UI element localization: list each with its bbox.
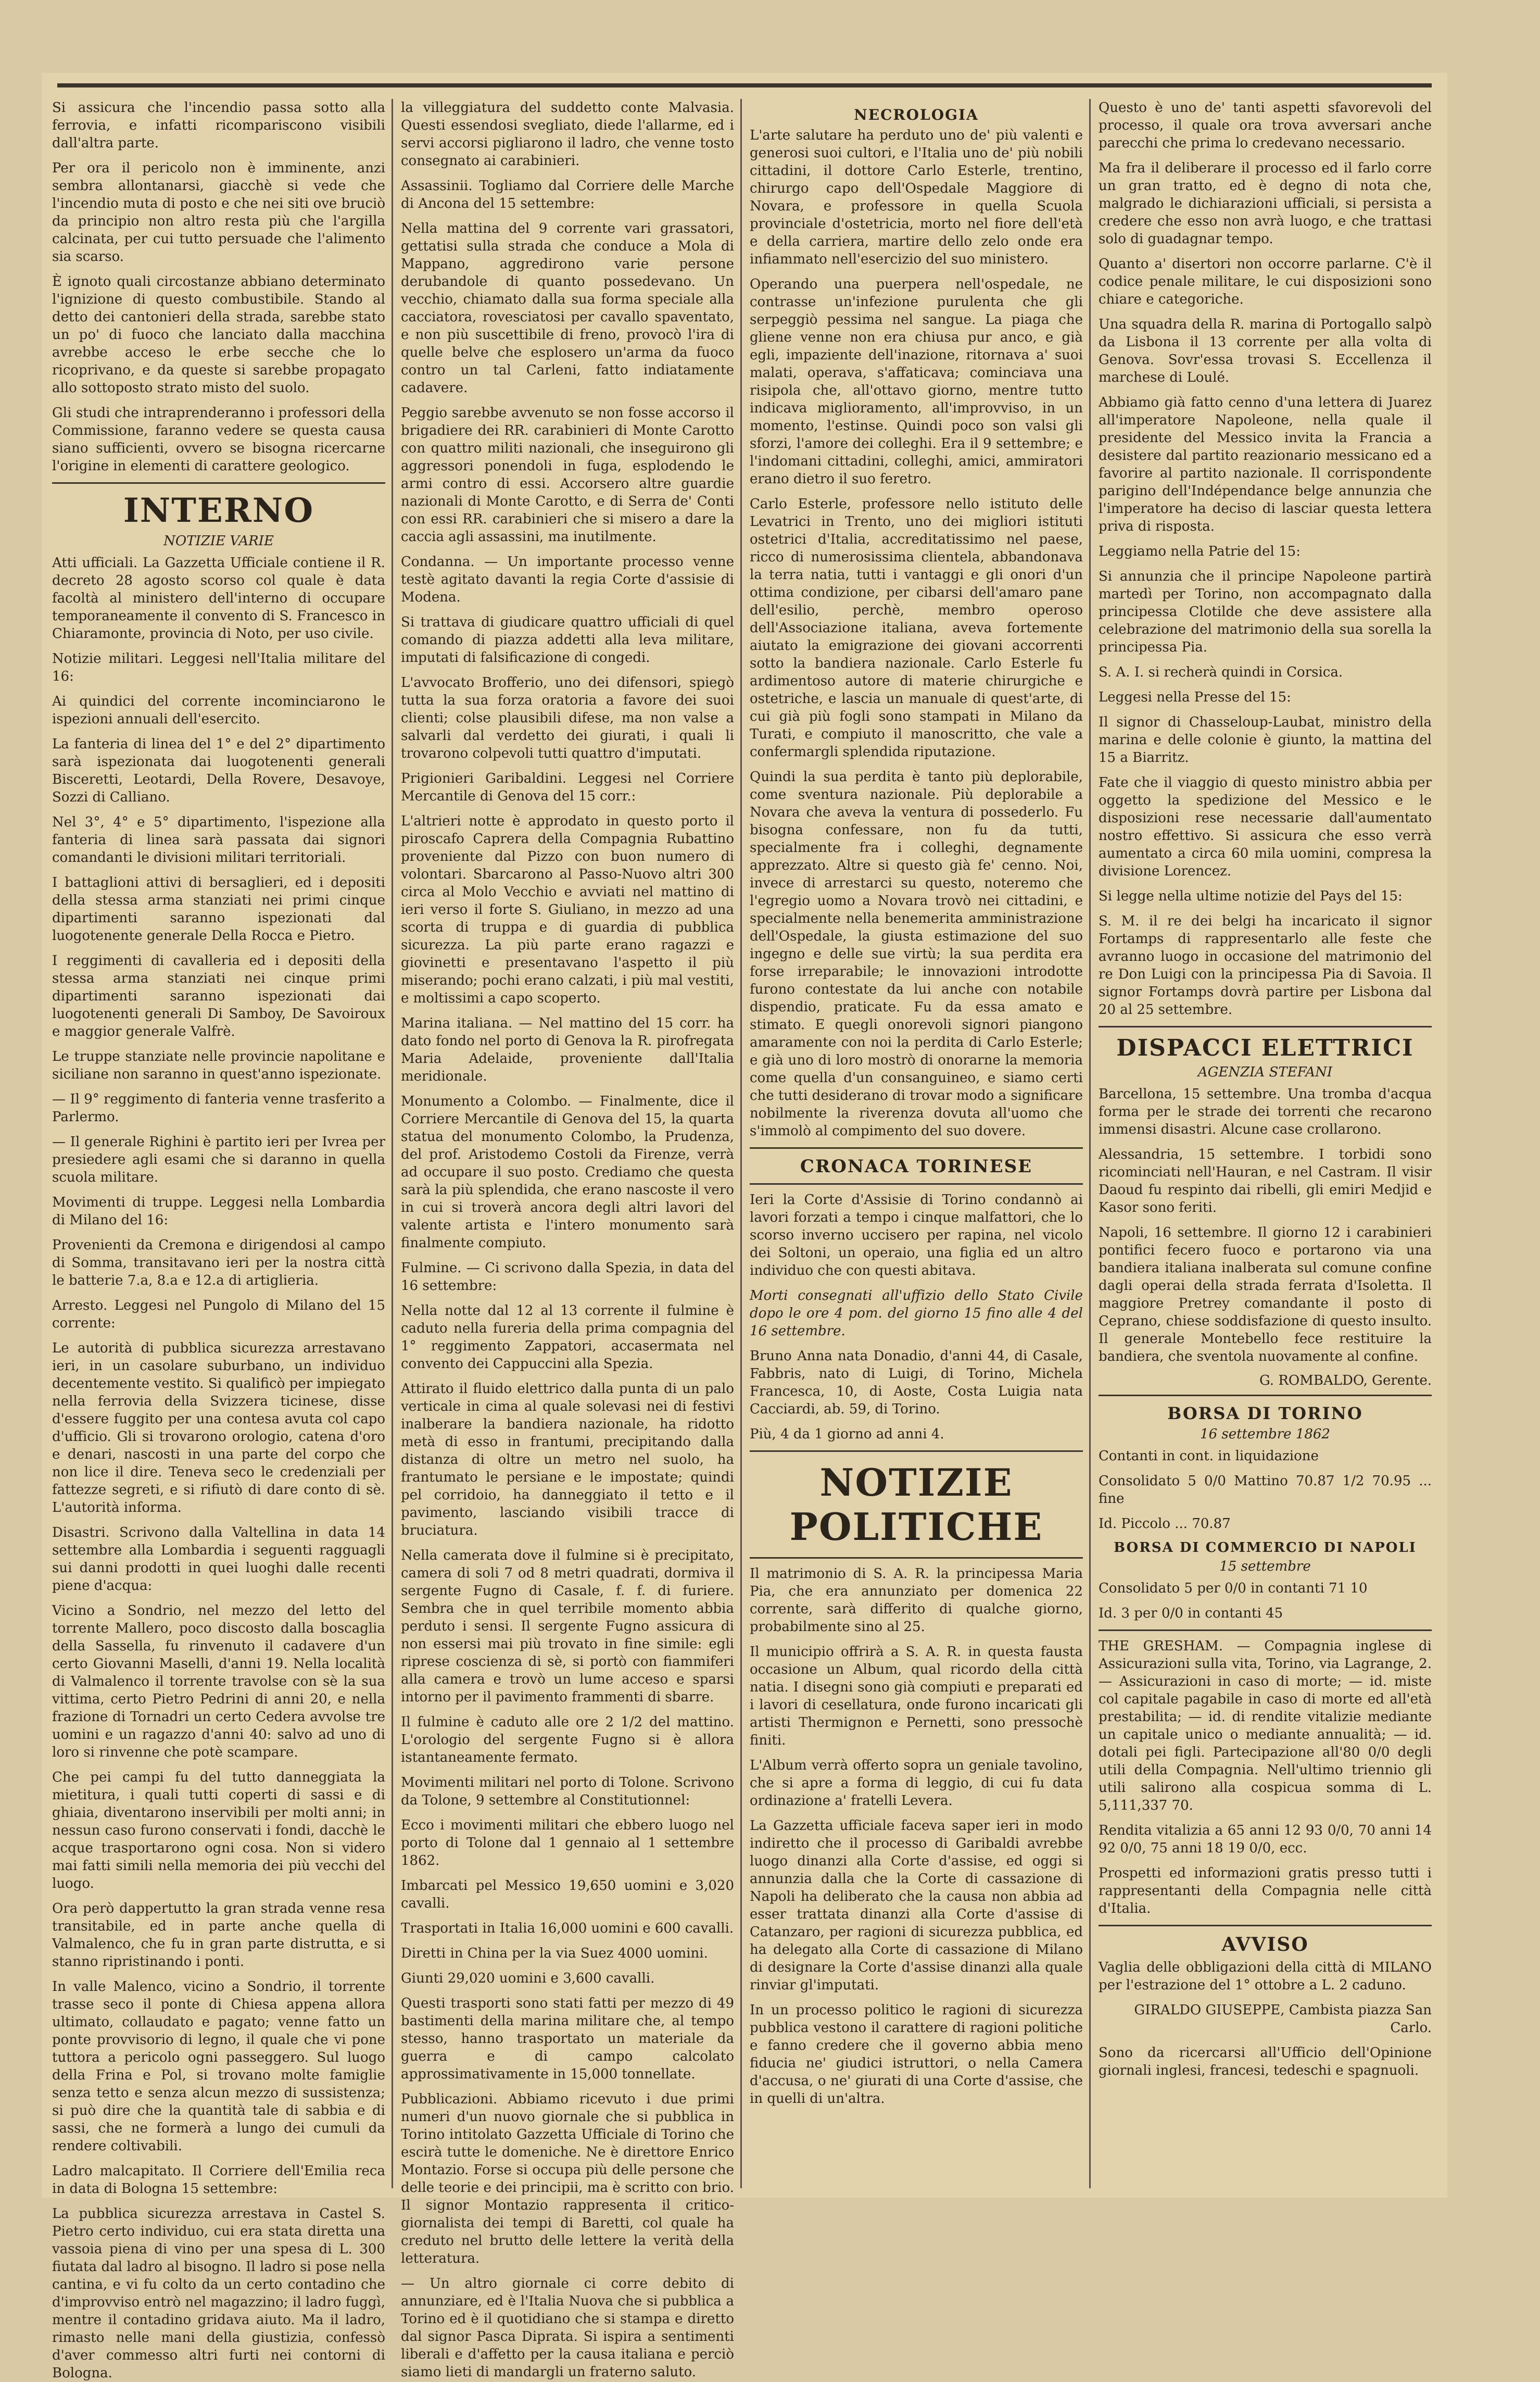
article-paragraph: S. M. il re dei belgi ha incaricato il signor Fortamps di rappresentarlo alle feste che avranno luogo in occasione del matrimonio del re Don Luigi con la principessa Pia di Savoia. Il signor Fortamps dovrà partire per Lisbona dal 20 al 25 settembre. <box>1099 913 1432 1018</box>
article-paragraph: Si annunzia che il principe Napoleone partirà martedì per Torino, non accompagnato dalla principessa Clotilde che deve assistere alla celebrazione del matrimonio della sua sorella la principessa Pia. <box>1099 569 1432 655</box>
article-paragraph: È ignoto quali circostanze abbiano determinato l'ignizione di questo combustibile. Stando al detto dei cantonieri della strada, sarebbe stato un po' di fuoco che lanciato dalla macchina avrebbe acceso le erbe secche che lo ricoprivano, e da queste si sarebbe propagato allo sottoposto strato misto del suolo. <box>52 274 385 396</box>
article-paragraph: Questo è uno de' tanti aspetti sfavorevoli del processo, il quale ora trova avversari anche parecchi che prima lo credevano necessario. <box>1099 100 1432 151</box>
article-paragraph: Il signor di Chasseloup-Laubat, ministro della marina e delle colonie è giunto, la mattina del 15 a Biarritz. <box>1099 714 1432 766</box>
section-rule <box>750 1557 1083 1559</box>
article-paragraph: Arresto. Leggesi nel Pungolo di Milano del 15 corrente: <box>52 1298 385 1331</box>
quote-line: Contanti in cont. in liquidazione <box>1099 1448 1319 1464</box>
column-separator <box>1089 99 1091 2188</box>
article-paragraph: Nel 3°, 4° e 5° dipartimento, l'ispezione alla fanteria di linea sarà passata dai signori comandanti le divisioni militari territoriali. <box>52 814 385 866</box>
article-paragraph: Ma fra il deliberare il processo ed il farlo corre un gran tratto, ed è degno di nota che, malgrado le dichiarazioni ufficiali, si persista a credere che esso non avrà luogo, e che trattasi solo di guadagnar tempo. <box>1099 160 1432 247</box>
column-4 <box>1099 99 1432 2188</box>
article-paragraph: Notizie militari. Leggesi nell'Italia militare del 16: <box>52 651 385 684</box>
section-subheading: 15 settembre <box>1219 1559 1311 1574</box>
article-paragraph: Abbiamo già fatto cenno d'una lettera di Juarez all'imperatore Napoleone, nella quale il presidente del Messico invita la Francia a desistere dal partito reazionario messicano ed a favorire al partito nazionale. Il corrispondente parigino dell'Indépendance belge annunzia che l'imperatore ha deciso di lasciar questa lettera priva di risposta. <box>1099 395 1432 534</box>
article-paragraph: Movimenti di truppe. Leggesi nella Lombardia di Milano del 16: <box>52 1195 385 1228</box>
article-paragraph: Disastri. Scrivono dalla Valtellina in data 14 settembre alla Lombardia i seguenti ragguagli sui danni prodotti in quei luoghi dalle recenti piene d'acqua: <box>52 1525 385 1594</box>
article-paragraph: Nella notte dal 12 al 13 corrente il fulmine è caduto nella fureria della prima compagnia del 1° reggimento Zappatori, accasermata nel convento dei Cappuccini alla Spezia. <box>401 1303 734 1372</box>
article-paragraph: I reggimenti di cavalleria ed i depositi della stessa arma stanziati nei cinque primi dipartimenti saranno ispezionati dai luogotenenti generali Di Samboy, De Savoiroux e maggior generale Valfrè. <box>52 953 385 1039</box>
section-rule <box>1099 1026 1432 1027</box>
article-paragraph: Fate che il viaggio di questo ministro abbia per oggetto la spedizione del Messico e le disposizioni rese necessarie dall'aumentato nostro effettivo. Si assicura che esso verrà aumentato a circa 60 mila uomini, compresa la divisione Lorencez. <box>1099 775 1432 879</box>
article-paragraph: Che pei campi fu del tutto danneggiata la mietitura, i quali tutti coperti di sassi e di ghiaia, diventarono inservibili per molti anni; in nessun caso furono conservati i fondi, dacchè le acque trasportarono ogni cosa. Non si videro mai fatti simili nella memoria dei più vecchi del luogo. <box>52 1770 385 1891</box>
article-paragraph: In un processo politico le ragioni di sicurezza pubblica vestono il carattere di ragioni politiche e fanno credere che il governo abbia meno fiducia ne' giudici istruttori, o nella Camera d'accusa, o ne' giurati di una Corte d'assise, che in quelli di un'altra. <box>750 2002 1083 2107</box>
column-3 <box>750 99 1083 2188</box>
section-heading-notizie-politiche: NOTIZIE POLITICHE <box>789 1460 1043 1549</box>
article-paragraph: Trasportati in Italia 16,000 uomini e 600 cavalli. <box>401 1921 734 1936</box>
quote-line: Consolidato 5 per 0/0 in contanti 71 10 <box>1099 1581 1368 1596</box>
article-paragraph: Prigionieri Garibaldini. Leggesi nel Corriere Mercantile di Genova del 15 corr.: <box>401 771 734 804</box>
article-paragraph: L'avvocato Brofferio, uno dei difensori, spiegò tutta la sua forza oratoria a favore dei suoi clienti; colse plausibili difese, ma non valse a salvarli dal verdetto dei giurati, i quali li trovarono colpevoli tutti quattro d'imputati. <box>401 675 734 761</box>
article-paragraph: Si legge nella ultime notizie del Pays del 15: <box>1099 888 1403 904</box>
quote-line: Id. 3 per 0/0 in contanti 45 <box>1099 1606 1283 1621</box>
article-paragraph: Questi trasporti sono stati fatti per mezzo di 49 bastimenti della marina militare che, al tempo stesso, hanno trasportato un materiale da guerra e di campo calcolato approssimativamente in 15,000 tonnellate. <box>401 1996 734 2082</box>
article-paragraph: Nella mattina del 9 corrente vari grassatori, gettatisi sulla strada che conduce a Mola di Mappano, aggredirono varie persone derubandole di quanto possedevano. Un vecchio, chiamato dalla sua forma speciale alla cacciatora, rovesciatosi per cavallo spaventato, e non più suscettibile di freno, provocò l'ira di quelle belve che esplosero un'arma da fuoco contro un tal Carleni, fatto indiatamente cadavere. <box>401 221 734 396</box>
column-separator <box>740 99 742 2188</box>
section-heading-dispacci: DISPACCI ELETTRICI <box>1116 1035 1414 1061</box>
article-paragraph: Operando una puerpera nell'ospedale, ne contrasse un'infezione purulenta che gli serpeggiò pessima nel sangue. La piaga che gliene venne non era chiusa pur anco, e già egli, impaziente dell'inazione, ritornava a' suoi malati, operava, s'affaticava; cominciava una risipola che, all'ottavo giorno, mentre tutto indicava miglioramento, all'improvviso, in un momento, l'estinse. Quindi poco son valsi gli sforzi, l'amore dei colleghi. Era il 9 settembre; e l'indomani cittadini, colleghi, amici, ammiratori erano dietro il suo feretro. <box>750 277 1083 487</box>
section-heading-avviso: AVVISO <box>1221 1934 1309 1955</box>
section-rule <box>750 1147 1083 1149</box>
column-1 <box>52 99 385 2381</box>
article-paragraph: Quanto a' disertori non occorre parlarne. C'è il codice penale militare, le cui disposizioni sono chiare e categoriche. <box>1099 256 1432 307</box>
article-paragraph: Condanna. — Un importante processo venne testè agitato davanti la regia Corte d'assisie di Modena. <box>401 554 734 605</box>
section-rule <box>750 1183 1083 1185</box>
article-paragraph: Si trattava di giudicare quattro ufficiali di quel comando di piazza addetti alla leva militare, imputati di falsificazione di congedi. <box>401 615 734 666</box>
article-paragraph: Nella camerata dove il fulmine si è precipitato, camera di soli 7 od 8 metri quadrati, dormiva il sergente Fugno di Casale, f. f. di furiere. Sembra che in quel terribile momento abbia perduto i sensi. Il sergente Fugno assicura di non essersi mai più trovato in fine simile: egli riprese coscienza di sè, si portò con fiammiferi alla camera e trovò un lume acceso e sparsi intorno per il pavimento frammenti di sbarre. <box>401 1548 734 1705</box>
article-paragraph: L'arte salutare ha perduto uno de' più valenti e generosi suoi cultori, e l'Italia uno de' più nobili cittadini, il dottore Carlo Esterle, trentino, chirurgo capo dell'Ospedale Maggiore di Novara, e professore in quella Scuola provinciale d'ostetricia, morto nel fiore dell'età e della carriera, martire dello zelo onde era infiammato nell'esercizio del suo ministero. <box>750 128 1083 267</box>
article-paragraph: La fanteria di linea del 1° e del 2° dipartimento sarà ispezionata dai luogotenenti generali Bisceretti, Leotardi, Della Rovere, Desavoye, Sozzi di Calliano. <box>52 736 385 805</box>
article-paragraph: Imbarcati pel Messico 19,650 uomini e 3,020 cavalli. <box>401 1878 734 1911</box>
article-paragraph: Attirato il fluido elettrico dalla punta di un palo verticale in cima al quale solevasi nei di festivi inalberare la bandiera nazionale, ha ridotto metà di esso in frantumi, precipitando dalla distanza di oltre un metro nel suolo, ha frantumato le persiane e le impostate; quindi pel corridoio, ha danneggiato il tetto e il pavimento, lasciando visibili tracce di bruciatura. <box>401 1381 734 1538</box>
section-heading-borsa: BORSA DI TORINO <box>1167 1403 1363 1423</box>
article-paragraph: Per ora il pericolo non è imminente, anzi sembra allontanarsi, giacchè si vede che l'incendio muta di posto e che nei siti ove bruciò da principio non altro resta più che l'argilla calcinata, per cui tutto persuade che l'alimento sia scarso. <box>52 160 385 265</box>
article-paragraph: Movimenti militari nel porto di Tolone. Scrivono da Tolone, 9 settembre al Constitutionnel: <box>401 1775 734 1808</box>
article-paragraph: Quindi la sua perdita è tanto più deplorabile, come sventura nazionale. Più deplorabile a Novara che aveva la ventura di possederlo. Fu bisogna confessare, non fu da tutti, specialmente fra i colleghi, degnamente apprezzato. Altre si questo già fe' cenno. Noi, invece di arrestarci su questo, noteremo che l'egregio uomo a Novara trovò nei cittadini, e specialmente nella benemerita amministrazione dell'Ospedale, la giusta estimazione del suo ingegno e delle sue virtù; la sua perdita era forse irreparabile; le innovazioni introdotte furono contestate da lui anche con notabile dispendio, praticate. Fu da essa amato e stimato. E quegli onorevoli signori piangono amaramente con noi la perdita di Carlo Esterle; e già uno di loro mostrò di onorarne la memoria come quella d'un consanguineo, e siamo certi che tutti desiderano di trovar modo a significare nobilmente la riverenza dovuta all'uomo che s'immolò al compimento del suo dovere. <box>750 769 1083 1139</box>
section-rule <box>52 482 385 484</box>
article-paragraph: Gli studi che intraprenderanno i professori della Commissione, faranno vedere se questa causa siano sufficienti, ovvero se bisogna ricercarne l'origine in elementi di carattere geologico. <box>52 405 385 474</box>
section-heading-cronaca: CRONACA TORINESE <box>800 1156 1033 1177</box>
article-paragraph: Ieri la Corte d'Assisie di Torino condannò ai lavori forzati a tempo i cinque malfattori, che lo scorso inverno uccisero per rapina, nel vicolo dei Soltoni, un operaio, una figlia ed un altro individuo che con questi abitava. <box>750 1192 1083 1278</box>
section-rule <box>1099 1395 1432 1396</box>
article-paragraph: Barcellona, 15 settembre. Una tromba d'acqua forma per le strade dei torrenti che recarono immensi disastri. Alcune case crollarono. <box>1099 1086 1432 1137</box>
section-subheading: 16 settembre 1862 <box>1200 1426 1330 1442</box>
article-paragraph: — Il generale Righini è partito ieri per Ivrea per presiedere agli esami che si daranno in quella scuola militare. <box>52 1134 385 1185</box>
article-paragraph: Vicino a Sondrio, nel mezzo del letto del torrente Mallero, poco discosto dalla boscaglia della Sassella, fu rinvenuto il cadavere d'un certo Giovanni Maselli, d'anni 19. Nella località di Valmalenco il torrente travolse con sè la sua vittima, certo Pietro Pedrini di anni 20, e nella frazione di Tornadri un certo Cedera avvolse tre uomini e un ragazzo d'anni 40: salvo ad uno di loro si rinvenne che potè scampare. <box>52 1603 385 1760</box>
article-paragraph: Bruno Anna nata Donadio, d'anni 44, di Casale, Fabbris, nato di Luigi, di Torino, Michela Francesca, 10, di Aoste, Costa Luigia nata Cacciardi, ab. 59, di Torino. <box>750 1348 1083 1417</box>
section-rule <box>1099 1925 1432 1926</box>
article-paragraph: Il matrimonio di S. A. R. la principessa Maria Pia, che era annunziato per domenica 22 corrente, sarà differito di qualche giorno, probabilmente sino al 25. <box>750 1566 1083 1635</box>
advert-paragraph: Rendita vitalizia a 65 anni 12 93 0/0, 70 anni 14 92 0/0, 75 anni 18 19 0/0, ecc. <box>1099 1823 1432 1856</box>
article-paragraph: Pubblicazioni. Abbiamo ricevuto i due primi numeri d'un nuovo giornale che si pubblica in Torino intitolato Gazzetta Ufficiale di Torino che escirà tutte le domeniche. Ne è direttore Enrico Montazio. Forse si occupa più delle persone che delle teorie e dei principii, ma è scritto con brio. Il signor Montazio rappresenta il critico-giornalista dei tempi di Baretti, col quale ha creduto nel brutto delle lettere la verità della letteratura. <box>401 2091 734 2266</box>
section-subheading: NOTIZIE VARIE <box>163 533 274 549</box>
section-heading-interno: INTERNO <box>123 491 314 530</box>
section-subheading: AGENZIA STEFANI <box>1197 1064 1333 1080</box>
article-paragraph: Assassinii. Togliamo dal Corriere delle Marche di Ancona del 15 settembre: <box>401 178 734 211</box>
section-heading-necrologia: NECROLOGIA <box>854 106 979 123</box>
section-rule <box>1099 1629 1432 1631</box>
advert-paragraph: THE GRESHAM. — Compagnia inglese di Assicurazioni sulla vita, Torino, via Lagrange, 2. — Assicurazioni in caso di morte; — id. miste col capitale pagabile in caso di morte ed all'età prestabilita; — id. di rendite vitalizie mediante un capitale unico o mediante annualità; — id. dotali pei figli. Partecipazione all'80 0/0 degli utili della Compagnia. Nell'ultimo triennio gli utili salirono alla cospicua somma di L. 5,111,337 70. <box>1099 1638 1432 1813</box>
article-paragraph: In valle Malenco, vicino a Sondrio, il torrente trasse seco il ponte di Chiesa appena allora ultimato, collaudato e pagato; venne fatto un ponte provvisorio di legno, il quale che vi pone tuttora a pericolo ogni passeggero. Sul luogo della Frina e Pol, si trovano molte famiglie senza tetto e senza alcun mezzo di sussistenza; si può dire che la quantità tale di sabbia e di sassi, che ne formerà a lungo dei cumuli da rendere coltivabili. <box>52 1979 385 2154</box>
article-paragraph: Napoli, 16 settembre. Il giorno 12 i carabinieri pontifici fecero fuoco e portarono via una bandiera italiana inalberata sul comune confine dagli operai della strada ferrata d'Isoletta. Il maggiore Pretrey comandante il posto di Ceprano, chiese soddisfazione di questo insulto. Il generale Montebello fece restituire la bandiera, che sventola nuovamente al confine. <box>1099 1225 1432 1364</box>
article-paragraph: Morti consegnati all'uffizio dello Stato Civile dopo le ore 4 pom. del giorno 15 fino alle 4 del 16 settembre. <box>750 1288 1083 1339</box>
article-paragraph: Monumento a Colombo. — Finalmente, dice il Corriere Mercantile di Genova del 15, la quarta statua del monumento Colombo, la Prudenza, del prof. Aristodemo Costoli da Firenze, verrà ad occupare il suo posto. Crediamo che questa sarà la più splendida, che erano nascoste il vero in cui si troverà ancora degli altri lavori del valente artista e l'intero monumento sarà finalmente compiuto. <box>401 1094 734 1251</box>
article-paragraph: — Un altro giornale ci corre debito di annunziare, ed è l'Italia Nuova che si pubblica a Torino ed è il quotidiano che si stampa e diretto dal signor Pasca Diprata. Si ispira a sentimenti liberali e d'affetto per la causa italiana e perciò siamo lieti di mandargli un fraterno saluto. <box>401 2276 734 2380</box>
article-paragraph: Alessandria, 15 settembre. I torbidi sono ricominciati nell'Hauran, e nel Castram. Il visir Daoud fu respinto dai ribelli, gli emiri Medjid e Kasor sono feriti. <box>1099 1147 1432 1215</box>
section-heading-borsa-napoli: BORSA DI COMMERCIO DI NAPOLI <box>1114 1540 1417 1556</box>
article-paragraph: I battaglioni attivi di bersaglieri, ed i depositi della stessa arma stanziati nei primi cinque dipartimenti saranno ispezionati dal luogotenente generale Della Rocca e Pietro. <box>52 875 385 944</box>
gerente-signature: G. ROMBALDO, Gerente. <box>1259 1373 1432 1388</box>
column-2 <box>401 99 734 2380</box>
article-paragraph: Peggio sarebbe avvenuto se non fosse accorso il brigadiere dei RR. carabinieri di Monte Carotto con quattro militi nazionali, che inseguirono gli aggressori ponendoli in fuga, esplodendo le armi contro di essi. Accorsero altre guardie nazionali di Monte Carotto, e di Serra de' Conti con essi RR. carabinieri che si misero a dare la caccia agli assassini, ma inutilmente. <box>401 405 734 545</box>
article-paragraph: Carlo Esterle, professore nello istituto delle Levatrici in Trento, uno dei migliori istituti ostetrici d'Italia, accreditatissimo nel paese, ricco di numerosissima clientela, abbandonava la terra natia, tutti i vantaggi e gli onori d'un ottima condizione, per cibarsi dell'amaro pane dell'esilio, perchè, membro operoso dell'Associazione italiana, aveva fortemente aiutato la emigrazione dei giovani accorrenti sotto la bandiera nazionale. Carlo Esterle fu ardimentoso autore di materie chirurgiche e ostetriche, e lascia un manuale di quest'arte, di cui già più fogli sono stampati in Milano da Turati, e compiuto il manoscritto, che vale a confermargli splendida riputazione. <box>750 496 1083 760</box>
section-rule <box>750 1450 1083 1452</box>
advert-paragraph: Vaglia delle obbligazioni della città di MILANO per l'estrazione del 1° ottobre a L. 2 caduno. <box>1099 1960 1432 1993</box>
article-paragraph: Una squadra della R. marina di Portogallo salpò da Lisbona il 13 corrente per alla volta di Genova. Sovr'essa trovasi S. Eccellenza il marchese di Loulé. <box>1099 317 1432 385</box>
article-paragraph: Il municipio offrirà a S. A. R. in questa fausta occasione un Album, qual ricordo della città natia. I disegni sono già compiuti e preparati ed i lavori di cesellatura, onde furono incaricati gli artisti Thermignon e Pernetti, sono pressochè finiti. <box>750 1644 1083 1748</box>
article-paragraph: L'altrieri notte è approdato in questo porto il piroscafo Caprera della Compagnia Rubattino proveniente dal Pizzo con buon numero di volontari. Sbarcarono al Passo-Nuovo altri 300 circa al Molo Vecchio e avviati nel mattino di ieri verso il forte S. Giuliano, in mezzo ad una scorta di truppa e di guardia di pubblica sicurezza. La più parte erano ragazzi e giovinetti e presentavano l'aspetto il più miserando; pochi erano calzati, i più mal vestiti, e moltissimi a capo scoperto. <box>401 813 734 1006</box>
article-paragraph: Diretti in China per la via Suez 4000 uomini. <box>401 1946 708 1961</box>
quote-line: Consolidato 5 0/0 Mattino 70.87 1/2 70.95 ... fine <box>1099 1473 1432 1507</box>
article-paragraph: Leggesi nella Presse del 15: <box>1099 689 1291 705</box>
article-paragraph: — Il 9° reggimento di fanteria venne trasferito a Parlermo. <box>52 1092 385 1125</box>
advert-paragraph: Sono da ricercarsi all'Ufficio dell'Opinione giornali inglesi, francesi, tedeschi e spagnuoli. <box>1099 2045 1432 2078</box>
article-paragraph: Ecco i movimenti militari che ebbero luogo nel porto di Tolone dal 1 gennaio al 1 settembre 1862. <box>401 1817 734 1869</box>
article-paragraph: Ora però dappertutto la gran strada venne resa transitabile, ed in parte anche quella di Valmalenco, che fu in gran parte distrutta, e si stanno ripristinando i ponti. <box>52 1901 385 1970</box>
article-paragraph: Leggiamo nella Patrie del 15: <box>1099 544 1301 559</box>
quote-line: Id. Piccolo ... 70.87 <box>1099 1516 1231 1532</box>
article-paragraph: Il fulmine è caduto alle ore 2 1/2 del mattino. L'orologio del sergente Fugno si è allora istantaneamente fermato. <box>401 1714 734 1765</box>
article-paragraph: Più, 4 da 1 giorno ad anni 4. <box>750 1426 944 1442</box>
article-paragraph: Marina italiana. — Nel mattino del 15 corr. ha dato fondo nel porto di Genova la R. pirofregata Maria Adelaide, proveniente dall'Italia meridionale. <box>401 1016 734 1084</box>
article-paragraph: Provenienti da Cremona e dirigendosi al campo di Somma, transitavano ieri per la nostra città le batterie 7.a, 8.a e 12.a di artiglieria. <box>52 1237 385 1288</box>
article-paragraph: La pubblica sicurezza arrestava in Castel S. Pietro certo individuo, cui era stata diretta una vassoia piena di vino per una spesa di L. 300 fiutata dal ladro al bisogno. Il ladro si pose nella cantina, e vi fu colto da un certo contadino che d'improvviso entrò nel magazzino; il ladro fuggì, mentre il contadino gridava aiuto. Ma il ladro, rimasto nelle mani della giustizia, confessò d'aver commesso altri furti nei contorni di Bologna. <box>52 2206 385 2381</box>
advert-paragraph: Prospetti ed informazioni gratis presso tutti i rappresentanti della Compagnia nelle città d'Italia. <box>1099 1865 1432 1916</box>
article-paragraph: Fulmine. — Ci scrivono dalla Spezia, in data del 16 settembre: <box>401 1260 734 1294</box>
article-paragraph: La Gazzetta ufficiale faceva saper ieri in modo indiretto che il processo di Garibaldi avrebbe luogo dinanzi alla Corte d'assise, ed oggi si annunzia dalla che la Corte di cassazione di Napoli ha deliberato che la causa non abbia ad esser trattata dinanzi alla Corte d'assise di Catanzaro, per ragioni di sicurezza pubblica, ed ha delegato alla Corte di cassazione di Milano di designare la Corte d'assise dinanzi alla quale rinviar gl'imputati. <box>750 1818 1083 1993</box>
article-paragraph: Si assicura che l'incendio passa sotto alla ferrovia, e infatti ricompariscono visibili dall'altra parte. <box>52 100 385 151</box>
article-paragraph: Le truppe stanziate nelle provincie napolitane e siciliane non saranno in quest'anno ispezionate. <box>52 1049 385 1082</box>
advert-signature: GIRALDO GIUSEPPE, Cambista piazza San Carlo. <box>1134 2002 1432 2036</box>
article-paragraph: Atti ufficiali. La Gazzetta Ufficiale contiene il R. decreto 28 agosto scorso col quale è data facoltà al ministero dell'interno di occupare temporaneamente il convento di S. Francesco in Chiaramonte, provincia di Noto, per uso civile. <box>52 555 385 642</box>
article-paragraph: Giunti 29,020 uomini e 3,600 cavalli. <box>401 1971 655 1986</box>
article-paragraph: Ai quindici del corrente incominciarono le ispezioni annuali dell'esercito. <box>52 694 385 727</box>
article-paragraph: L'Album verrà offerto sopra un geniale tavolino, che si apre a forma di leggio, di cui fu data ordinazione a' fratelli Levera. <box>750 1758 1083 1809</box>
column-separator <box>392 99 393 2188</box>
article-paragraph: Le autorità di pubblica sicurezza arrestavano ieri, in un casolare suburbano, un individuo decentemente vestito. Si qualificò per impiegato nella ferrovia della Svizzera ticinese, disse d'essere fuggito per una contesa avuta col capo d'ufficio. Gli si trovarono orologio, catena d'oro e denari, nascosti in una parte del corpo che non lice il dire. Teneva seco le credenziali per fattezze segreti, e si rifiutò di dare conto di sè. L'autorità informa. <box>52 1340 385 1515</box>
article-paragraph: Ladro malcapitato. Il Corriere dell'Emilia reca in data di Bologna 15 settembre: <box>52 2163 385 2197</box>
top-rule <box>57 83 1432 87</box>
article-paragraph: la villeggiatura del suddetto conte Malvasia. Questi essendosi svegliato, diede l'allarme, ed i servi accorsi pigliarono il ladro, che venne tosto consegnato ai carabinieri. <box>401 100 734 169</box>
article-paragraph: S. A. I. si recherà quindi in Corsica. <box>1099 665 1343 680</box>
